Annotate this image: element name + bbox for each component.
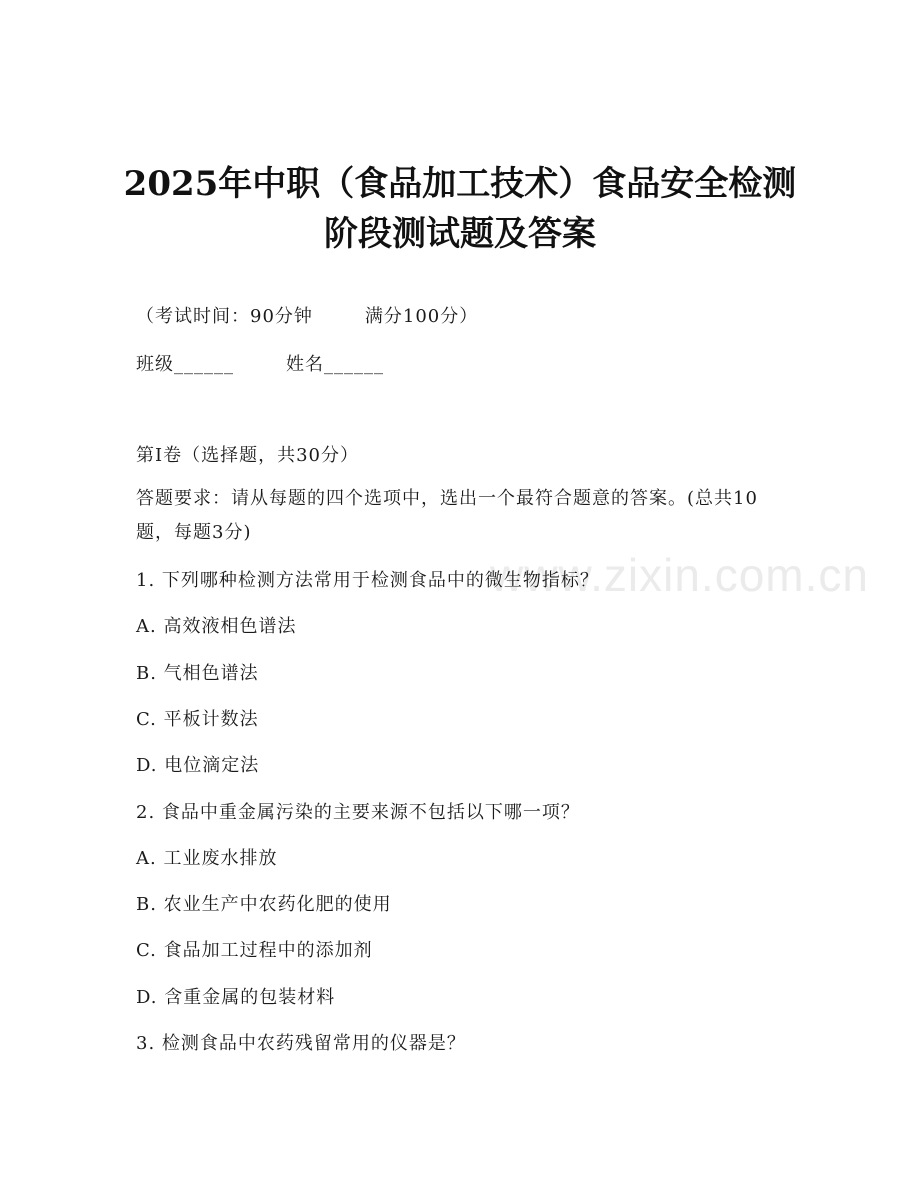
student-fields: [136, 350, 384, 376]
question-1-option-b: B. 气相色谱法: [136, 663, 259, 684]
exam-score: 满分100分）: [364, 306, 479, 327]
exam-time: （考试时间：90分钟: [136, 306, 313, 327]
exam-info: [136, 302, 478, 328]
question-2-option-a: A. 工业废水排放: [136, 848, 278, 869]
section-title: 第I卷（选择题，共30分）: [136, 445, 360, 466]
question-2-option-d: D. 含重金属的包装材料: [136, 987, 336, 1008]
document-title-line-1: 2025年中职（食品加工技术）食品安全检测: [123, 164, 797, 204]
name-field: 姓名______: [286, 354, 384, 375]
question-1-option-d: D. 电位滴定法: [136, 755, 260, 776]
question-2-stem: 2. 食品中重金属污染的主要来源不包括以下哪一项？: [136, 802, 580, 823]
question-2-option-b: B. 农业生产中农药化肥的使用: [136, 894, 392, 915]
question-3-stem: 3. 检测食品中农药残留常用的仪器是？: [136, 1033, 466, 1054]
question-2-option-c: C. 食品加工过程中的添加剂: [136, 940, 373, 961]
instructions: 答题要求：请从每题的四个选项中，选出一个最符合题意的答案。(总共10题，每题3分): [136, 488, 758, 543]
question-1-option-a: A. 高效液相色谱法: [136, 616, 297, 637]
class-field: 班级______: [136, 354, 234, 375]
document-title-line-2: 阶段测试题及答案: [324, 214, 596, 254]
question-1-stem: 1. 下列哪种检测方法常用于检测食品中的微生物指标？: [136, 570, 599, 591]
watermark-text: www.zixin.com.cn: [490, 549, 869, 601]
question-1-option-c: C. 平板计数法: [136, 709, 259, 730]
